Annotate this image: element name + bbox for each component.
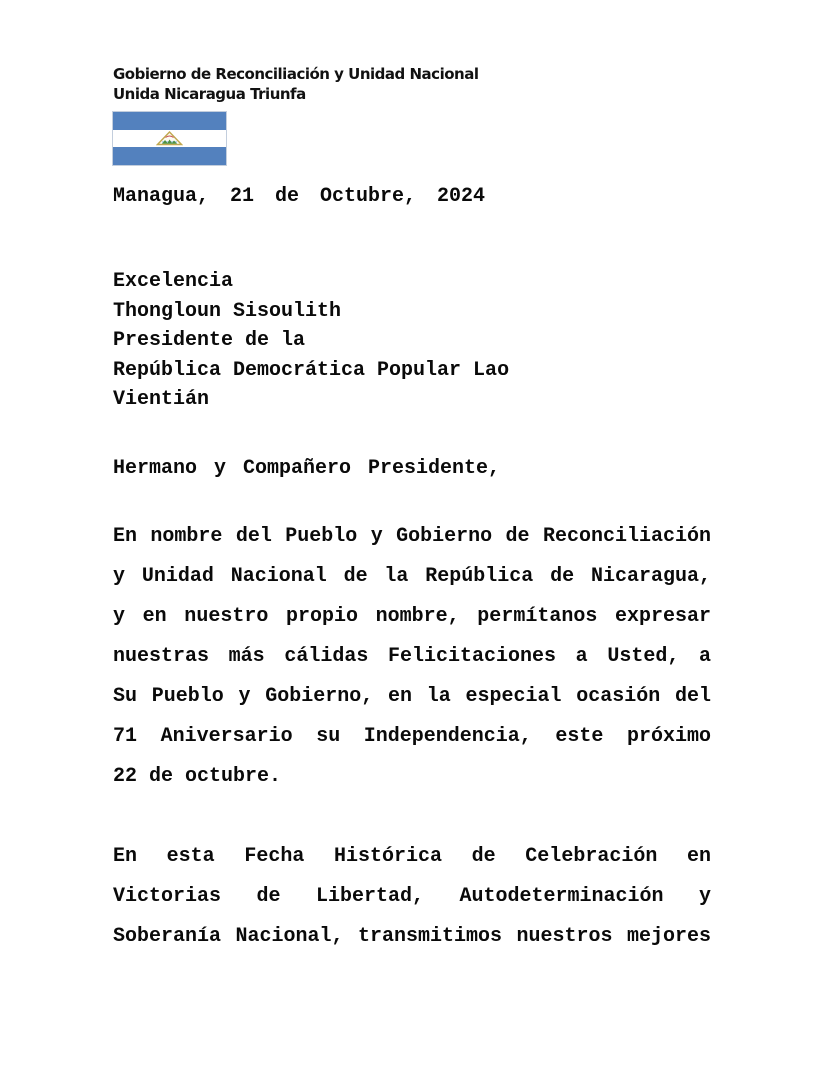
paragraph1-line: Su Pueblo y Gobierno, en la especial ocasión del <box>113 685 711 708</box>
flag-stripe-middle <box>113 130 226 147</box>
paragraph1-line: 22 de octubre. <box>113 765 282 788</box>
nicaragua-flag-icon <box>113 112 226 165</box>
letterhead-line1: Gobierno de Reconciliación y Unidad Nacional <box>113 65 479 83</box>
recipient-title: Excelencia <box>113 270 234 293</box>
salutation: Hermano y Compañero Presidente, <box>113 457 501 480</box>
recipient-role: Presidente de la <box>113 329 306 352</box>
recipient-city: Vientián <box>113 388 210 411</box>
flag-emblem-icon <box>156 131 183 146</box>
flag-stripe-top <box>113 112 226 130</box>
paragraph1-line: y en nuestro propio nombre, permítanos expresar <box>113 605 711 628</box>
recipient-block <box>113 267 509 415</box>
paragraph1-line: 71 Aniversario su Independencia, este próximo <box>113 725 711 748</box>
paragraph2-line: Victorias de Libertad, Autodeterminación y <box>113 885 711 908</box>
paragraph2-line: En esta Fecha Histórica de Celebración en <box>113 845 711 868</box>
date-line: Managua, 21 de Octubre, 2024 <box>113 185 486 208</box>
recipient-country: República Democrática Popular Lao <box>113 358 510 382</box>
body-paragraph-2 <box>113 837 711 957</box>
paragraph1-line: y Unidad Nacional de la República de Nicaragua, <box>113 565 711 588</box>
flag-stripe-bottom <box>113 147 226 165</box>
recipient-name: Thongloun Sisoulith <box>113 299 342 323</box>
paragraph1-line: nuestras más cálidas Felicitaciones a Usted, a <box>113 645 711 668</box>
body-paragraph-1 <box>113 517 711 797</box>
letterhead <box>113 64 478 104</box>
paragraph2-line: Soberanía Nacional, transmitimos nuestros mejores <box>113 925 711 948</box>
paragraph1-line: En nombre del Pueblo y Gobierno de Reconciliación <box>113 525 711 548</box>
letterhead-line2: Unida Nicaragua Triunfa <box>113 85 306 103</box>
